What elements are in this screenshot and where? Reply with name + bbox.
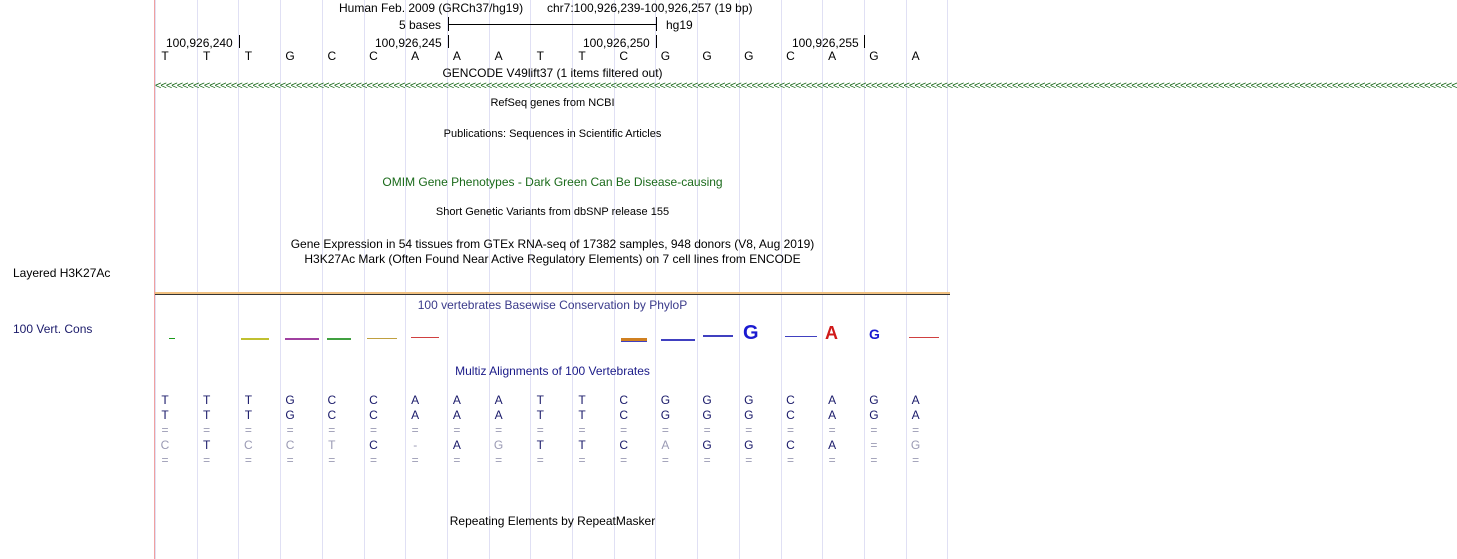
alignment-base: A xyxy=(828,438,837,452)
alignment-base: = xyxy=(745,423,753,437)
alignment-base: = xyxy=(912,423,920,437)
alignment-base: - xyxy=(413,438,418,452)
alignment-base: G xyxy=(702,408,712,422)
alignment-base: A xyxy=(452,408,461,422)
alignment-base: C xyxy=(786,438,795,452)
alignment-base: G xyxy=(660,393,671,407)
base-letter: T xyxy=(244,49,253,63)
alignment-base: C xyxy=(369,408,378,422)
alignment-base: T xyxy=(244,408,253,422)
assembly-title: Human Feb. 2009 (GRCh37/hg19) xyxy=(339,1,524,15)
alignment-base: T xyxy=(161,393,169,407)
alignment-base: A xyxy=(452,393,461,407)
scale-bar-left-tick xyxy=(448,17,449,31)
scale-bar-right-tick xyxy=(656,17,657,31)
scale-bar xyxy=(448,24,656,25)
alignment-base: = xyxy=(620,423,628,437)
coord-4: 100,926,255 xyxy=(792,36,859,50)
alignment-base: A xyxy=(828,393,837,407)
alignment-base: = xyxy=(870,423,878,437)
base-letter: C xyxy=(327,49,337,63)
alignment-base: = xyxy=(328,453,336,467)
alignment-base: = xyxy=(578,453,586,467)
svg-text:G: G xyxy=(869,326,880,342)
omim-track-title[interactable]: OMIM Gene Phenotypes - Dark Green Can Be Disease-causing xyxy=(382,175,723,189)
alignment-base: A xyxy=(661,438,670,452)
base-letter: G xyxy=(744,49,754,63)
base-letter: G xyxy=(702,49,712,63)
alignment-base: C xyxy=(786,393,795,407)
gencode-track-title[interactable]: GENCODE V49lift37 (1 items filtered out) xyxy=(442,66,663,80)
alignment-base: = xyxy=(786,453,794,467)
alignment-base: A xyxy=(452,438,461,452)
alignment-base: C xyxy=(369,393,378,407)
alignment-base: G xyxy=(702,393,712,407)
alignment-base: T xyxy=(244,393,253,407)
alignment-base: G xyxy=(285,393,295,407)
alignment-base: = xyxy=(578,423,586,437)
alignment-base: = xyxy=(286,423,294,437)
alignment-base: G xyxy=(910,438,921,452)
alignment-base: = xyxy=(912,453,920,467)
coord-tick-1 xyxy=(239,35,240,48)
alignment-base: = xyxy=(661,423,669,437)
base-letter: T xyxy=(578,49,586,63)
coord-tick-4 xyxy=(864,35,865,48)
alignment-base: A xyxy=(494,408,503,422)
alignment-base: = xyxy=(244,453,252,467)
alignment-base: = xyxy=(244,423,252,437)
alignment-base: = xyxy=(495,423,503,437)
alignment-base: A xyxy=(911,393,920,407)
alignment-base: G xyxy=(493,438,504,452)
track-labels xyxy=(0,0,155,559)
h3k27ac-track-label[interactable]: Layered H3K27Ac xyxy=(13,266,111,280)
alignment-base: = xyxy=(536,423,544,437)
alignment-base: = xyxy=(286,453,294,467)
alignment-base: C xyxy=(327,393,337,407)
alignment-base: = xyxy=(745,453,753,467)
base-letter: C xyxy=(786,49,795,63)
base-letter: G xyxy=(285,49,295,63)
alignment-base: = xyxy=(453,423,461,437)
alignment-base: = xyxy=(495,453,503,467)
base-letter: T xyxy=(536,49,544,63)
alignment-base: G xyxy=(869,393,879,407)
dbsnp-track-title[interactable]: Short Genetic Variants from dbSNP release 155 xyxy=(435,206,670,218)
h3k27ac-signal-line xyxy=(155,294,950,295)
base-letter: A xyxy=(452,49,461,63)
alignment-base: = xyxy=(453,453,461,467)
base-letter: T xyxy=(203,49,211,63)
alignment-base: A xyxy=(411,393,420,407)
svg-text:A: A xyxy=(825,323,838,343)
alignment-base: G xyxy=(285,408,295,422)
alignment-base: T xyxy=(161,408,169,422)
gencode-gene-feature[interactable]: <<<<<<<<<<<<<<<<<<<<<<<<<<<<<<<<<<<<<<<<<<<<<<<<<<<<<<<<<<<<<<<<<<<<<<<<<<<<<<<<<<<<<<<<<<<<<<<<<<<<<<<<<<<<<<<<<<<<<<<<<<<<<<<<<<<<<<<<<<<<<<<<<<<<<<<<<<<<<<<<<<<<<<<<<<<<<<<<<<<<<<<<<<<<<<<<<<<<<<<<<<<<<<<<<<<<<<<<<<<<<<<<<<<<<<<<<<<<<<<< xyxy=(155,80,1457,92)
alignment-base: G xyxy=(744,408,754,422)
alignment-base: T xyxy=(578,438,586,452)
alignment-base: T xyxy=(536,408,544,422)
alignment-base: C xyxy=(369,438,378,452)
base-letter: A xyxy=(494,49,503,63)
h3k27ac-track-title[interactable]: H3K27Ac Mark (Often Found Near Active Regulatory Elements) on 7 cell lines from ENCODE xyxy=(304,252,801,266)
conservation-logo xyxy=(155,318,950,348)
multiz-track-title[interactable]: Multiz Alignments of 100 Vertebrates xyxy=(455,364,650,378)
alignment-base: C xyxy=(160,438,170,452)
alignment-base: = xyxy=(703,423,711,437)
alignment-base: T xyxy=(203,393,211,407)
repeatmasker-track-title[interactable]: Repeating Elements by RepeatMasker xyxy=(449,514,656,528)
base-letter: C xyxy=(619,49,629,63)
alignment-base: C xyxy=(619,393,629,407)
alignment-base: = xyxy=(411,423,419,437)
alignment-base: G xyxy=(869,408,879,422)
phylop-track-title[interactable]: 100 vertebrates Basewise Conservation by PhyloP xyxy=(417,298,688,312)
base-letter: A xyxy=(911,49,920,63)
alignment-base: A xyxy=(494,393,503,407)
alignment-base: = xyxy=(828,423,836,437)
alignment-base: A xyxy=(828,408,837,422)
alignment-base: = xyxy=(203,453,211,467)
alignment-base: G xyxy=(744,393,754,407)
alignment-base: = xyxy=(661,453,669,467)
alignment-base: = xyxy=(620,453,628,467)
alignment-base: = xyxy=(369,423,377,437)
coord-tick-2 xyxy=(448,35,449,48)
base-letter: A xyxy=(828,49,837,63)
base-letter: A xyxy=(411,49,420,63)
alignment-base: = xyxy=(786,423,794,437)
refseq-track-title[interactable]: RefSeq genes from NCBI xyxy=(490,97,615,109)
alignment-base: = xyxy=(161,423,169,437)
base-letter: T xyxy=(161,49,169,63)
alignment-base: = xyxy=(870,453,878,467)
alignment-base: = xyxy=(161,453,169,467)
alignment-base: C xyxy=(244,438,253,452)
scale-text: 5 bases xyxy=(399,18,442,32)
alignment-base: G xyxy=(660,408,671,422)
base-letter: G xyxy=(660,49,671,63)
alignment-base: = xyxy=(411,453,419,467)
publications-track-title[interactable]: Publications: Sequences in Scientific Articles xyxy=(443,128,662,140)
alignment-base: = xyxy=(369,453,377,467)
cons-track-label[interactable]: 100 Vert. Cons xyxy=(13,322,93,336)
coord-1: 100,926,240 xyxy=(166,36,233,50)
alignment-base: A xyxy=(911,408,920,422)
alignment-base: = xyxy=(203,423,211,437)
alignment-base: = xyxy=(328,423,336,437)
alignment-base: C xyxy=(786,408,795,422)
alignment-base: T xyxy=(328,438,336,452)
alignment-base: C xyxy=(619,408,629,422)
alignment-base: T xyxy=(536,438,544,452)
scale-db-text: hg19 xyxy=(666,18,693,32)
alignment-base: = xyxy=(870,438,878,452)
alignment-base: G xyxy=(702,438,712,452)
alignment-base: T xyxy=(578,408,586,422)
coord-3: 100,926,250 xyxy=(583,36,650,50)
coord-2: 100,926,245 xyxy=(375,36,442,50)
base-letter: G xyxy=(869,49,879,63)
svg-text:G: G xyxy=(743,322,759,344)
alignment-base: G xyxy=(744,438,754,452)
alignment-base: T xyxy=(203,408,211,422)
alignment-base: = xyxy=(828,453,836,467)
alignment-base: = xyxy=(703,453,711,467)
alignment-base: A xyxy=(411,408,420,422)
alignment-base: T xyxy=(536,393,544,407)
gtex-track-title[interactable]: Gene Expression in 54 tissues from GTEx RNA-seq of 17382 samples, 948 donors (V8, Aug 2019) xyxy=(290,237,815,251)
coord-tick-3 xyxy=(656,35,657,48)
alignment-base: C xyxy=(327,408,337,422)
position-title: chr7:100,926,239-100,926,257 (19 bp) xyxy=(547,1,753,15)
alignment-base: T xyxy=(578,393,586,407)
alignment-base: C xyxy=(619,438,629,452)
alignment-base: C xyxy=(285,438,295,452)
base-letter: C xyxy=(369,49,378,63)
alignment-base: = xyxy=(536,453,544,467)
alignment-base: T xyxy=(203,438,211,452)
